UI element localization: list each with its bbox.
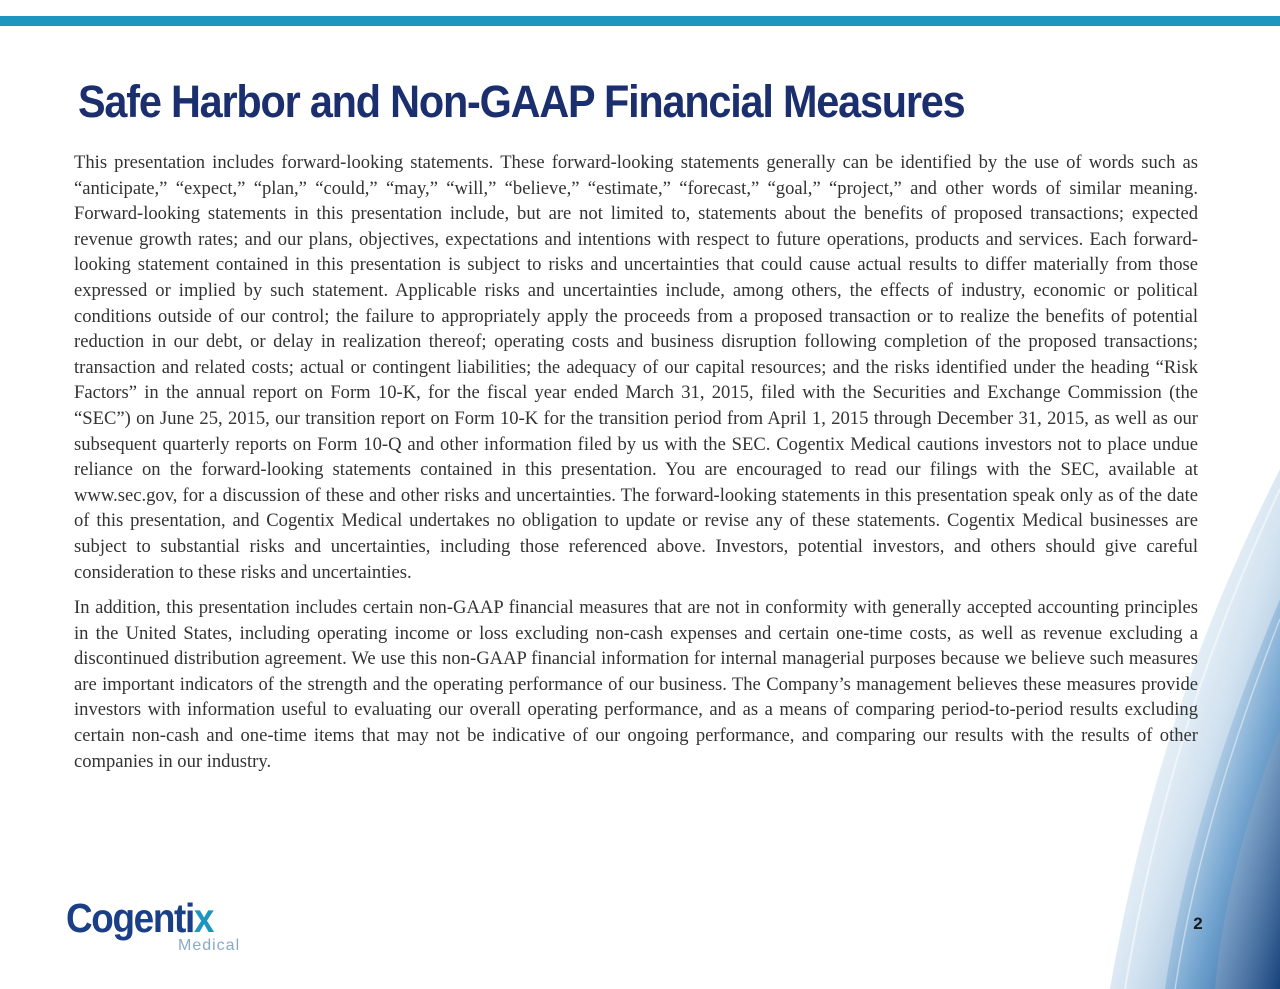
- cogentix-logo: [66, 895, 241, 954]
- logo-wordmark-main: Cogenti: [66, 895, 194, 941]
- logo-wordmark: [66, 896, 213, 940]
- slide-title: Safe Harbor and Non-GAAP Financial Measures: [78, 76, 965, 127]
- logo-subtitle: Medical: [178, 937, 241, 954]
- logo-wordmark-accent: x: [193, 895, 214, 941]
- page-number: 2: [1193, 914, 1203, 933]
- safe-harbor-paragraph: This presentation includes forward-looking statements. These forward-looking statements generally can be identified by the use of words such as “anticipate,” “expect,” “plan,” “could,” “may,” “will,” “believe,” “estimate,” “forecast,” “goal,” “project,” and other words of similar meaning. Forward-looking statements in this presentation include, but are not limited to, statements about the benefits of proposed transactions; expected revenue growth rates; and our plans, objectives, expectations and intentions with respect to future operations, products and services. Each forward-looking statement contained in this presentation is subject to risks and uncertainties that could cause actual results to differ materially from those expressed or implied by such statement. Applicable risks and uncertainties include, among others, the effects of industry, economic or political conditions outside of our control; the failure to appropriately apply the proceeds from a proposed transaction or to realize the benefits of potential reduction in our debt, or delay in realization thereof; operating costs and business disruption following completion of the proposed transactions; transaction and related costs; actual or contingent liabilities; the adequacy of our capital resources; and the risks identified under the heading “Risk Factors” in the annual report on Form 10-K, for the fiscal year ended March 31, 2015, filed with the Securities and Exchange Commission (the “SEC”) on June 25, 2015, our transition report on Form 10-K for the transition period from April 1, 2015 through December 31, 2015, as well as our subsequent quarterly reports on Form 10-Q and other information filed by us with the SEC. Cogentix Medical cautions investors not to place undue reliance on the forward-looking statements contained in this presentation. You are encouraged to read our filings with the SEC, available at www.sec.gov, for a discussion of these and other risks and uncertainties. The forward-looking statements in this presentation speak only as of the date of this presentation, and Cogentix Medical undertakes no obligation to update or revise any of these statements. Cogentix Medical businesses are subject to substantial risks and uncertainties, including those referenced above. Investors, potential investors, and others should give careful consideration to these risks and uncertainties.: [74, 152, 1198, 583]
- top-accent-bar: [0, 16, 1280, 26]
- non-gaap-paragraph: In addition, this presentation includes certain non-GAAP financial measures that are not in conformity with generally accepted accounting principles in the United States, including operating income or loss excluding non-cash expenses and certain one-time costs, as well as revenue excluding a discontinued distribution agreement. We use this non-GAAP financial information for internal managerial purposes because we believe such measures are important indicators of the strength and the operating performance of our business. The Company’s management believes these measures provide investors with information useful to evaluating our overall operating performance, and as a means of comparing period-to-period results excluding certain non-cash and one-time items that may not be indicative of our ongoing performance, and comparing our results with the results of other companies in our industry.: [74, 597, 1198, 772]
- body-text: [74, 150, 1198, 774]
